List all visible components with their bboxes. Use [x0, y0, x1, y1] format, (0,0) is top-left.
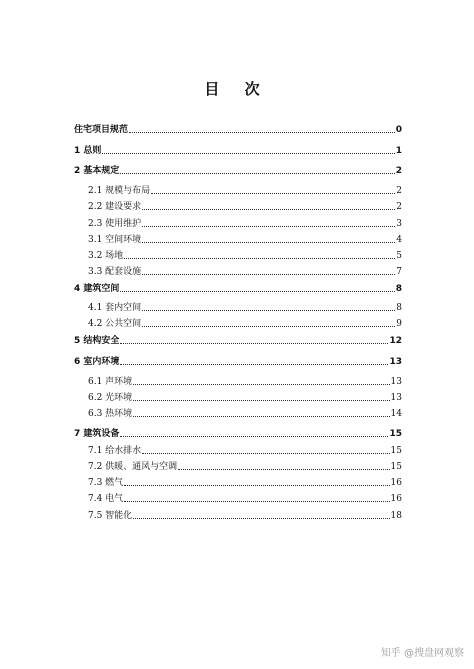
toc-entry-page-number: 13 [389, 357, 402, 367]
toc-entry[interactable] [74, 143, 402, 157]
toc-entry-page-number: 15 [389, 429, 402, 439]
toc-entry-label: 7.1 给水排水 [88, 446, 142, 456]
toc-entry-label: 住宅项目规范 [74, 125, 129, 135]
toc-leader-dots [178, 468, 389, 470]
toc-leader-dots [120, 342, 388, 344]
toc-entry-page-number: 8 [396, 303, 402, 313]
toc-leader-dots [142, 273, 395, 275]
toc-leader-dots [142, 208, 395, 210]
toc-entry-label: 3.2 场地 [88, 251, 124, 261]
toc-entry[interactable] [88, 300, 402, 314]
toc-entry-page-number: 7 [396, 267, 402, 277]
toc-entry[interactable] [88, 459, 402, 473]
toc-entry-page-number: 15 [390, 446, 402, 456]
toc-entry[interactable] [88, 183, 402, 197]
toc-entry-label: 3.3 配套设施 [88, 267, 142, 277]
toc-entry-page-number: 4 [396, 235, 402, 245]
toc-entry[interactable] [88, 199, 402, 213]
toc-leader-dots [129, 131, 395, 133]
toc-entry-page-number: 16 [390, 478, 402, 488]
toc-entry[interactable] [88, 443, 402, 457]
toc-entry-page-number: 13 [390, 377, 402, 387]
toc-entry-label: 2.3 使用维护 [88, 219, 142, 229]
toc-entry-label: 2.1 规模与布局 [88, 186, 151, 196]
toc-leader-dots [120, 363, 388, 365]
toc-leader-dots [102, 152, 394, 154]
toc-leader-dots [133, 399, 389, 401]
toc-entry-page-number: 16 [390, 494, 402, 504]
toc-entry[interactable] [88, 491, 402, 505]
toc-entry-label: 4 建筑空间 [74, 284, 120, 294]
toc-entry-page-number: 5 [396, 251, 402, 261]
toc-entry[interactable] [88, 248, 402, 262]
toc-entry-label: 6.1 声环境 [88, 377, 133, 387]
toc-entry-page-number: 9 [396, 319, 402, 329]
toc-entry-label: 7.3 燃气 [88, 478, 124, 488]
toc-entry-page-number: 12 [389, 336, 402, 346]
toc-leader-dots [124, 257, 395, 259]
toc-entry-page-number: 2 [396, 202, 402, 212]
toc-entry[interactable] [88, 406, 402, 420]
toc-entry-page-number: 2 [395, 166, 402, 176]
toc-entry-page-number: 13 [390, 393, 402, 403]
toc-entry[interactable] [74, 354, 402, 368]
toc-entry-label: 4.2 公共空间 [88, 319, 142, 329]
toc-leader-dots [151, 192, 395, 194]
toc-entry-page-number: 8 [395, 284, 402, 294]
toc-entry[interactable] [74, 426, 402, 440]
toc-leader-dots [142, 241, 395, 243]
toc-entry-label: 7.4 电气 [88, 494, 124, 504]
toc-entry-label: 1 总则 [74, 146, 102, 156]
toc-entry-page-number: 14 [390, 409, 402, 419]
toc-entry-page-number: 2 [396, 186, 402, 196]
toc-entry-label: 2.2 建设要求 [88, 202, 142, 212]
toc-entry[interactable] [88, 390, 402, 404]
toc-leader-dots [120, 172, 394, 174]
toc-entry-page-number: 3 [396, 219, 402, 229]
toc-entry-label: 6.3 热环境 [88, 409, 133, 419]
toc-entry-label: 6.2 光环境 [88, 393, 133, 403]
toc-leader-dots [124, 500, 389, 502]
toc-entry[interactable] [74, 333, 402, 347]
toc-leader-dots [142, 325, 395, 327]
toc-entry-page-number: 1 [395, 146, 402, 156]
watermark: 知乎 @搜盘网观察 [380, 648, 464, 659]
toc-leader-dots [142, 225, 395, 227]
toc-entry-label: 2 基本规定 [74, 166, 120, 176]
toc-entry-page-number: 15 [390, 462, 402, 472]
toc-entry[interactable] [88, 232, 402, 246]
toc-entry[interactable] [88, 475, 402, 489]
toc-entry-label: 7 建筑设备 [74, 429, 120, 439]
toc-leader-dots [120, 435, 388, 437]
toc-leader-dots [124, 484, 389, 486]
toc-entry-label: 5 结构安全 [74, 336, 120, 346]
toc-leader-dots [120, 290, 394, 292]
toc-entry[interactable] [74, 122, 402, 136]
toc-entry-page-number: 0 [395, 125, 402, 135]
toc-leader-dots [142, 452, 389, 454]
toc-entry[interactable] [88, 316, 402, 330]
toc-entry[interactable] [88, 508, 402, 522]
toc-entry[interactable] [88, 374, 402, 388]
toc-entry[interactable] [74, 281, 402, 295]
toc-leader-dots [133, 415, 389, 417]
toc-entry-label: 6 室内环境 [74, 357, 120, 367]
toc-leader-dots [142, 309, 395, 311]
toc-entry[interactable] [88, 216, 402, 230]
page-title: 目 次 [204, 80, 270, 98]
toc-entry-label: 4.1 套内空间 [88, 303, 142, 313]
toc-leader-dots [133, 517, 389, 519]
toc-leader-dots [133, 383, 389, 385]
toc-entry[interactable] [88, 264, 402, 278]
toc-entry[interactable] [74, 163, 402, 177]
toc-entry-label: 3.1 空间环境 [88, 235, 142, 245]
toc-entry-page-number: 18 [390, 511, 402, 521]
toc-entry-label: 7.2 供暖、通风与空调 [88, 462, 178, 472]
toc-entry-label: 7.5 智能化 [88, 511, 133, 521]
